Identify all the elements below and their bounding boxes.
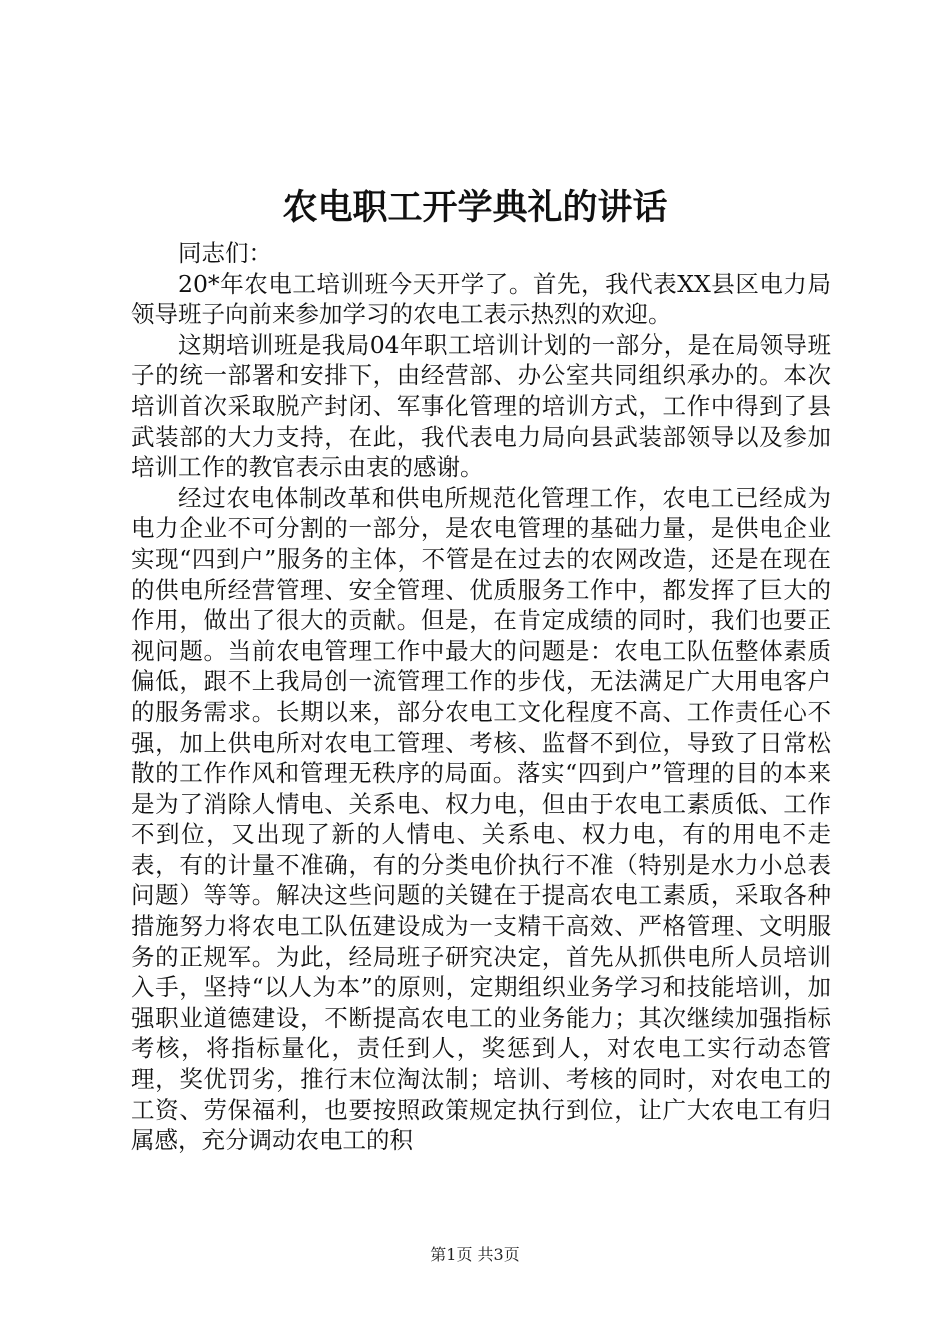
- training-plan-paragraph: 这期培训班是我局04年职工培训计划的一部分，是在局领导班子的统一部署和安排下，由经营部、办公室共同组织承办的。本次培训首次采取脱产封闭、军事化管理的培训方式，工作中得到了县武装部的大力支持，在此，我代表电力局向县武装部领导以及参加培训工作的教官表示由衷的感谢。: [131, 330, 831, 482]
- welcome-paragraph: 20*年农电工培训班今天开学了。首先，我代表XX县区电力局领导班子向前来参加学习的农电工表示热烈的欢迎。: [131, 269, 831, 329]
- page-number-footer: 第1页 共3页: [430, 1245, 520, 1264]
- salutation-paragraph: 同志们：: [178, 239, 272, 267]
- reform-paragraph: 经过农电体制改革和供电所规范化管理工作，农电工已经成为电力企业不可分割的一部分，是农电管理的基础力量，是供电企业实现“四到户”服务的主体，不管是在过去的农网改造，还是在现在的供电所经营管理、安全管理、优质服务工作中，都发挥了巨大的作用，做出了很大的贡献。但是，在肯定成绩的同时，我们也要正视问题。当前农电管理工作中最大的问题是：农电工队伍整体素质偏低，跟不上我局创一流管理工作的步伐，无法满足广大用电客户的服务需求。长期以来，部分农电工文化程度不高、工作责任心不强，加上供电所对农电工管理、考核、监督不到位，导致了日常松散的工作作风和管理无秩序的局面。落实“四到户”管理的目的本来是为了消除人情电、关系电、权力电，但由于农电工素质低、工作不到位，又出现了新的人情电、关系电、权力电，有的用电不走表，有的计量不准确，有的分类电价执行不准（特别是水力小总表问题）等等。解决这些问题的关键在于提高农电工素质，采取各种措施努力将农电工队伍建设成为一支精干高效、严格管理、文明服务的正规军。为此，经局班子研究决定，首先从抓供电所人员培训入手，坚持“以人为本”的原则，定期组织业务学习和技能培训，加强职业道德建设，不断提高农电工的业务能力；其次继续加强指标考核，将指标量化，责任到人，奖惩到人，对农电工实行动态管理，奖优罚劣，推行末位淘汰制；培训、考核的同时，对农电工的工资、劳保福利，也要按照政策规定执行到位，让广大农电工有归属感，充分调动农电工的积: [131, 483, 831, 1155]
- document-title: 农电职工开学典礼的讲话: [282, 187, 668, 228]
- document-body: [131, 238, 831, 1156]
